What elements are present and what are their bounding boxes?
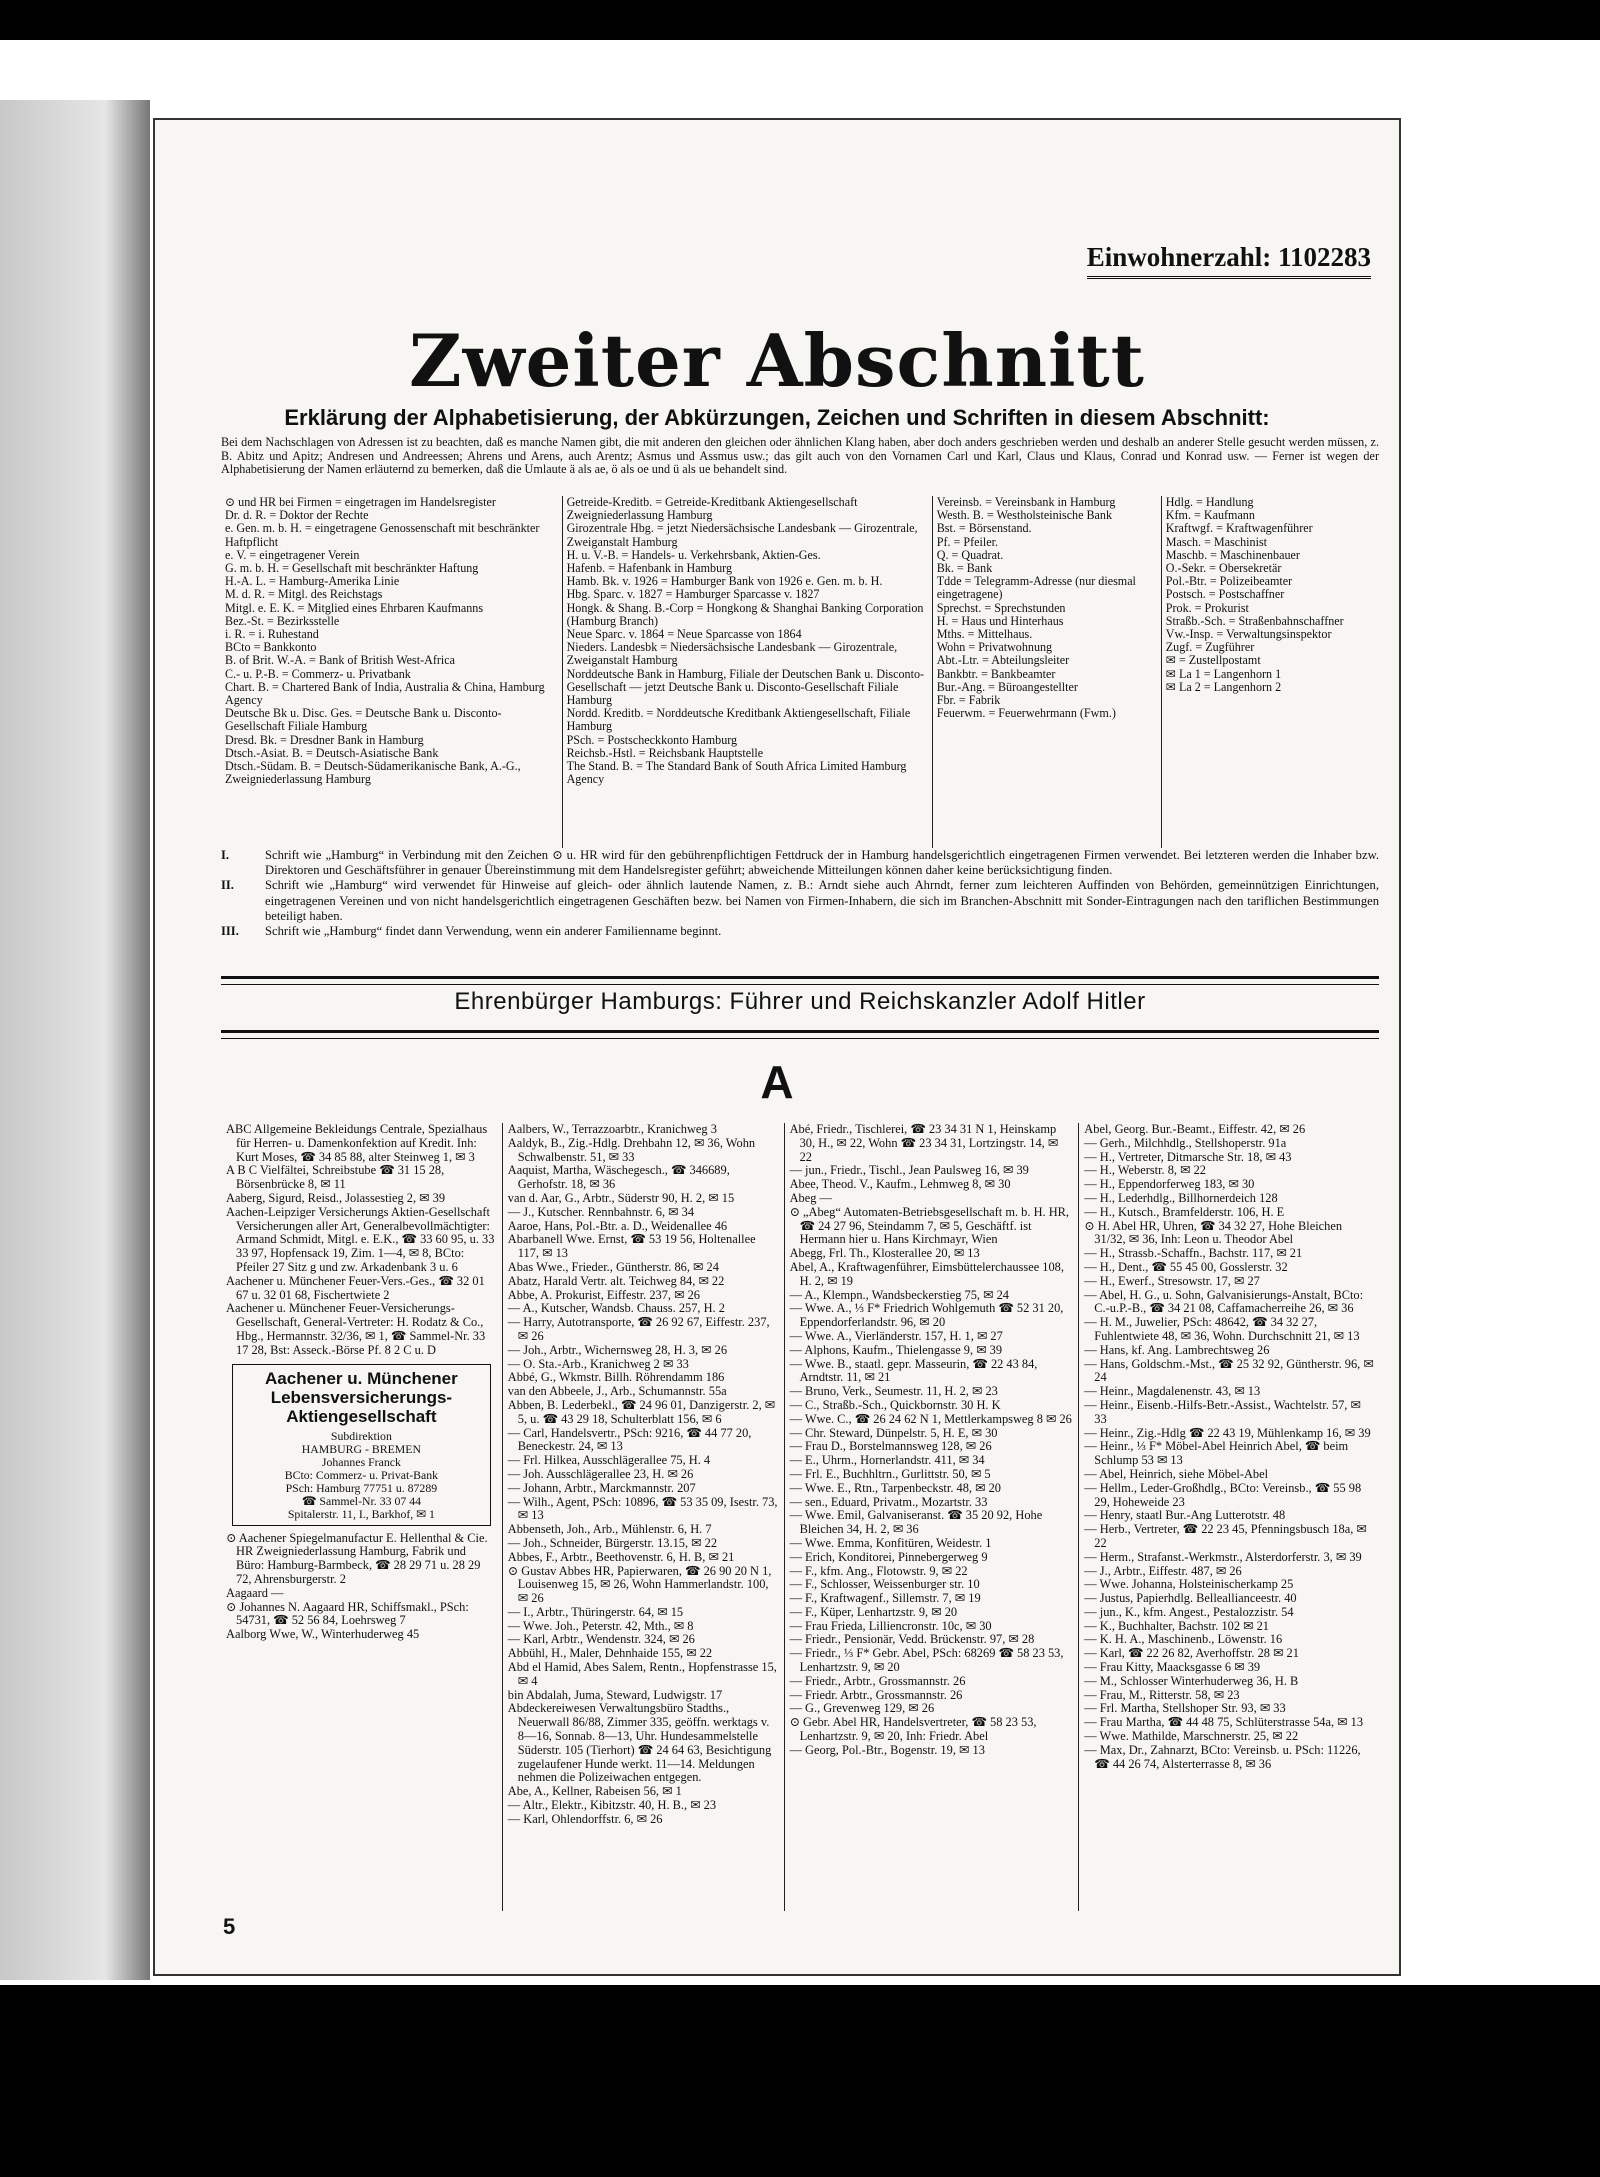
directory-entry: Abé, Friedr., Tischlerei, ☎ 23 34 31 N 1, Heinskamp 30, H., ✉ 22, Wohn ☎ 23 34 31, Lortzingstr. 14, ✉ 22 (789, 1123, 1059, 1164)
divider-rule (221, 1030, 1379, 1039)
directory-entry: — Wwe. Emma, Konfitüren, Weidestr. 1 (789, 1535, 992, 1550)
abbreviation-entry: Reichsb.-Hstl. = Reichsbank Hauptstelle (566, 745, 764, 760)
abbreviation-entry: B. of Brit. W.-A. = Bank of British West-Africa (225, 653, 456, 668)
directory-entry: — H., Eppendorferweg 183, ✉ 30 (1084, 1177, 1255, 1192)
abbreviations-column (932, 496, 1161, 848)
abbreviation-entry: Q. = Quadrat. (936, 547, 1004, 562)
directory-entry: — jun., K., kfm. Angest., Pestalozzistr. 54 (1084, 1604, 1294, 1619)
note-text: Schrift wie „Hamburg“ wird verwendet für Hinweise auf gleich- oder ähnlich lautende Namen, z. B.: Arndt siehe auch Ahrndt, ferner zum leichteren Auffinden von Behörden, gemeinnützigen Einrichtungen, eingetragenen Vereinen und von nicht handelsgerichtlich eingetragenen Geschäften bezw. bei Namen von Firmen-Inhabern, die sich im Branchen-Abschnitt mit Sonder-Eintragungen nach den tariflichen Bestimmungen beteiligt haben. (265, 878, 1379, 923)
directory-entry: — F., Kraftwagenf., Sillemstr. 7, ✉ 19 (789, 1591, 981, 1606)
abbreviation-entry: H. u. V.-B. = Handels- u. Verkehrsbank, Aktien-Ges. (566, 547, 821, 562)
directory-entry: Aagaard — (226, 1585, 284, 1600)
directory-column-entries (508, 1123, 779, 1827)
directory-entry: — Karl, Arbtr., Wendenstr. 324, ✉ 26 (507, 1632, 695, 1647)
abbreviation-entry: PSch. = Postscheckkonto Hamburg (566, 732, 738, 747)
advertisement-line: Subdirektion (330, 1428, 392, 1443)
directory-entry: A B C Vielfältei, Schreibstube ☎ 31 15 28, Börsenbrücke 8, ✉ 11 (226, 1163, 445, 1192)
directory-entry: Aalbers, W., Terrazzoarbtr., Kranichweg 3 (507, 1123, 717, 1136)
directory-entry: — M., Schlosser Winterhuderweg 36, H. B (1084, 1673, 1299, 1688)
directory-entry: — Joh. Ausschlägerallee 23, H. ✉ 26 (507, 1466, 694, 1481)
directory-column (784, 1123, 1079, 1911)
directory-entry: — Abel, Heinrich, siehe Möbel-Abel (1084, 1466, 1269, 1481)
section-subtitle: Erklärung der Alphabetisierung, der Abkürzungen, Zeichen und Schriften in diesem Abschnitt: (284, 405, 1270, 430)
abbreviation-entry: Kfm. = Kaufmann (1165, 508, 1255, 523)
abbreviation-entry: Pol.-Btr. = Polizeibeamter (1165, 574, 1293, 589)
directory-entry: — Friedr., ⅓ F* Gebr. Abel, PSch: 68269 ☎ 58 23 53, Lenhartzstr. 9, ✉ 20 (789, 1646, 1064, 1675)
abbreviation-entry: e. Gen. m. b. H. = eingetragene Genossenschaft mit beschränkter Haftpflicht (225, 521, 540, 549)
directory-entry: Abbes, F., Arbtr., Beethovenstr. 6, H. B, ✉ 21 (507, 1549, 735, 1564)
directory-entry: — Hans, kf. Ang. Lambrechtsweg 26 (1084, 1342, 1270, 1357)
abbreviation-entry: Bankbtr. = Bankbeamter (936, 666, 1056, 681)
directory-entry: — Wwe. Emil, Galvaniseranst. ☎ 35 20 92, Hohe Bleichen 34, H. 2, ✉ 36 (789, 1508, 1043, 1537)
abbreviation-entry: Zugf. = Zugführer (1165, 640, 1255, 655)
note-number: I. (221, 848, 230, 862)
abbreviation-entry: Tdde = Telegramm-Adresse (nur diesmal eingetragene) (936, 574, 1136, 602)
abbreviations-column (562, 496, 932, 848)
abbreviation-entry: Straßb.-Sch. = Straßenbahnschaffner (1165, 613, 1344, 628)
directory-entry: Aachener u. Münchener Feuer-Versicherungs-Gesellschaft, General-Vertreter: H. Rodatz & Co., Hbg., Hermannstr. 32/36, ✉ 1, ☎ Sammel-Nr. 33 17 28, Bst: Asseck.-Börse Pf. 8 2 C u. D (226, 1301, 486, 1357)
abbreviation-entry: Hafenb. = Hafenbank in Hamburg (566, 561, 733, 576)
directory-entry: — Herb., Vertreter, ☎ 22 23 45, Pfenningsbusch 18a, ✉ 22 (1084, 1522, 1367, 1550)
directory-entry: — Chr. Steward, Dünpelstr. 5, H. E, ✉ 30 (789, 1425, 998, 1440)
abbreviation-entry: Kraftwgf. = Kraftwagenführer (1165, 521, 1313, 536)
abbreviation-entry: e. V. = eingetragener Verein (225, 547, 360, 562)
abbreviations-column (221, 496, 562, 848)
note-item (221, 924, 1379, 939)
directory-entry: — H., Ewerf., Stresowstr. 17, ✉ 27 (1084, 1273, 1260, 1288)
directory-entry: Abbé, G., Wkmstr. Billh. Röhrendamm 186 (507, 1370, 725, 1385)
directory-page (153, 118, 1401, 1976)
directory-entry: — I., Arbtr., Thüringerstr. 64, ✉ 15 (507, 1604, 684, 1619)
directory-entry: — H., Dent., ☎ 55 45 00, Gosslerstr. 32 (1084, 1259, 1288, 1274)
directory-entry: — Joh., Arbtr., Wichernsweg 28, H. 3, ✉ 26 (507, 1342, 728, 1357)
abbreviation-entry: The Stand. B. = The Standard Bank of South Africa Limited Hamburg Agency (566, 759, 907, 787)
abbreviation-entry: ✉ La 2 = Langenhorn 2 (1165, 679, 1282, 694)
directory-entry: ⊙ Aachener Spiegelmanufactur E. Hellenthal & Cie. HR Zweigniederlassung Hamburg, Fabrik und Büro: Hamburg-Barmbeck, ☎ 28 29 71 u. 28 29 72, Ahrensburgerstr. 2 (226, 1530, 488, 1586)
abbreviation-entry: Pf. = Pfeiler. (936, 534, 998, 549)
directory-entry: — Wwe. Joh., Peterstr. 42, Mth., ✉ 8 (507, 1618, 694, 1633)
directory-entry: — Heinr., Eisenb.-Hilfs-Betr.-Assist., Wachtelstr. 57, ✉ 33 (1084, 1397, 1361, 1426)
advertisement-line: Johannes Franck (321, 1454, 401, 1469)
directory-entry: Aaquist, Martha, Wäschegesch., ☎ 346689, Gerhofstr. 18, ✉ 36 (507, 1163, 730, 1192)
abbreviation-entry: Deutsche Bk u. Disc. Ges. = Deutsche Bank u. Disconto-Gesellschaft Filiale Hamburg (225, 706, 502, 734)
abbreviation-entry: C.- u. P.-B. = Commerz- u. Privatbank (225, 666, 411, 681)
directory-entry: — Wwe. Mathilde, Marschnerstr. 25, ✉ 22 (1084, 1729, 1299, 1744)
directory-entry: — E., Uhrm., Hornerlandstr. 411, ✉ 34 (789, 1453, 985, 1468)
abbreviation-entry: Chart. B. = Chartered Bank of India, Australia & China, Hamburg Agency (225, 679, 545, 708)
directory-entry: — Abel, H. G., u. Sohn, Galvanisierungs-Anstalt, BCto: C.-u.P.-B., ☎ 34 21 08, Caffamacherreihe 26, ✉ 36 (1084, 1287, 1364, 1316)
abbreviation-entry: Nordd. Kreditb. = Norddeutsche Kreditbank Aktiengesellschaft, Filiale Hamburg (566, 706, 911, 734)
abbreviation-entry: O.-Sekr. = Obersekretär (1165, 561, 1282, 576)
directory-entry: — Friedr. Arbtr., Grossmannstr. 26 (789, 1687, 963, 1702)
abbreviation-entry: Westh. B. = Westholsteinische Bank (936, 508, 1113, 523)
directory-entry: van den Abbeele, J., Arb., Schumannstr. 55a (507, 1384, 727, 1399)
directory-entry: Aalborg Wwe, W., Winterhuderweg 45 (226, 1627, 420, 1642)
section-title: Zweiter Abschnitt (409, 318, 1145, 403)
abbreviation-entry: Bur.-Ang. = Büroangestellter (936, 679, 1078, 694)
abbreviation-entry: Abt.-Ltr. = Abteilungsleiter (936, 653, 1070, 668)
abbreviations-column (1161, 496, 1379, 848)
directory-entry: Abee, Theod. V., Kaufm., Lehmweg 8, ✉ 30 (789, 1177, 1011, 1192)
directory-entry: — Heinr., Magdalenenstr. 43, ✉ 13 (1084, 1384, 1261, 1399)
directory-entry: — Friedr., Pensionär, Vedd. Brückenstr. 97, ✉ 28 (789, 1632, 1035, 1647)
directory-entry: — Heinr., Zig.-Hdlg ☎ 22 43 19, Mühlenkamp 16, ✉ 39 (1084, 1425, 1371, 1440)
directory-entry: — jun., Friedr., Tischl., Jean Paulsweg 16, ✉ 39 (789, 1163, 1029, 1178)
directory-entry: — F., kfm. Ang., Flotowstr. 9, ✉ 22 (789, 1563, 968, 1578)
abbreviation-entry: H. = Haus und Hinterhaus (936, 613, 1064, 628)
directory-entry: — H., Lederhdlg., Billhornerdeich 128 (1084, 1190, 1278, 1205)
abbreviation-entry: BCto = Bankkonto (225, 640, 317, 655)
directory-entry: bin Abdalah, Juma, Steward, Ludwigstr. 17 (507, 1687, 723, 1702)
advertisement-line: BCto: Commerz- u. Privat-Bank (284, 1467, 439, 1482)
directory-entry: Abel, A., Kraftwagenführer, Eimsbüttelerchaussee 108, H. 2, ✉ 19 (789, 1259, 1064, 1288)
directory-entry: — Wwe. A., Vierländerstr. 157, H. 1, ✉ 27 (789, 1328, 1003, 1343)
note-text: Schrift wie „Hamburg“ in Verbindung mit den Zeichen ⊙ u. HR wird für den gebührenpflichtigen Fettdruck der in Hamburg handelsgerichtlich eingetragenen Firmen verwendet. Bei letzteren werden die Inhaber bzw. Direktoren und Geschäftsführer in genauer Übereinstimmung mit dem Handelsregister geführt; abweichende Mitteilungen können daher keine berücksichtigung finden. (265, 848, 1379, 878)
directory-entry: — Frau Frieda, Lilliencronstr. 10c, ✉ 30 (789, 1618, 992, 1633)
directory-entry: — O. Sta.-Arb., Kranichweg 2 ✉ 33 (507, 1356, 689, 1371)
directory-entry: — A., Kutscher, Wandsb. Chauss. 257, H. 2 (507, 1301, 725, 1316)
directory-entry: Abd el Hamid, Abes Salem, Rentn., Hopfenstrasse 15, ✉ 4 (507, 1660, 777, 1688)
directory-entry: — Georg, Pol.-Btr., Bogenstr. 19, ✉ 13 (789, 1742, 985, 1757)
directory-entry: — Gerh., Milchhdlg., Stellshoperstr. 91a (1084, 1135, 1287, 1150)
advertisement-line: ☎ Sammel-Nr. 33 07 44 (301, 1493, 421, 1508)
directory-column (221, 1123, 502, 1911)
abbreviation-entry: i. R. = i. Ruhestand (225, 627, 319, 642)
directory-entry: — Carl, Handelsvertr., PSch: 9216, ☎ 44 77 20, Beneckestr. 24, ✉ 13 (507, 1425, 752, 1454)
directory-column-tail (226, 1532, 497, 1642)
abbreviation-entry: Getreide-Kreditb. = Getreide-Kreditbank Aktiengesellschaft Zweigniederlassung Hamburg (566, 496, 858, 523)
abbreviation-entry: Hamb. Bk. v. 1926 = Hamburger Bank von 1926 e. Gen. m. b. H. (566, 574, 883, 589)
abbreviation-entry: H.-A. L. = Hamburg-Amerika Linie (225, 574, 400, 589)
directory-entry: Abas Wwe., Frieder., Güntherstr. 86, ✉ 24 (507, 1259, 719, 1274)
abbreviation-entry: G. m. b. H. = Gesellschaft mit beschränkter Haftung (225, 561, 479, 576)
directory-entry: — Friedr., Arbtr., Grossmannstr. 26 (789, 1673, 966, 1688)
abbreviation-entry: Masch. = Maschinist (1165, 534, 1268, 549)
abbreviation-entry: Dtsch.-Südam. B. = Deutsch-Südamerikanische Bank, A.-G., Zweigniederlassung Hamburg (225, 759, 521, 787)
directory-entry: — G., Grevenweg 129, ✉ 26 (789, 1701, 935, 1716)
typeface-notes (221, 848, 1379, 939)
abbreviation-entry: ✉ = Zustellpostamt (1165, 653, 1261, 668)
abbreviations-table (221, 496, 1379, 848)
directory-entry: — Wwe. E., Rtn., Tarpenbeckstr. 48, ✉ 20 (789, 1480, 1001, 1495)
note-number: II. (221, 878, 234, 893)
directory-entry: — Wilh., Agent, PSch: 10896, ☎ 53 35 09, Isestr. 73, ✉ 13 (507, 1494, 778, 1523)
abbreviation-entry: Postsch. = Postschaffner (1165, 587, 1285, 602)
advertisement-line: HAMBURG - BREMEN (301, 1441, 422, 1456)
directory-entry: — Erich, Konditorei, Pinnebergerweg 9 (789, 1549, 988, 1564)
abbreviation-entry: ✉ La 1 = Langenhorn 1 (1165, 666, 1282, 681)
directory-entry: — J., Kutscher. Rennbahnstr. 6, ✉ 34 (507, 1204, 695, 1219)
directory-entry: — K. H. A., Maschinenb., Löwenstr. 16 (1084, 1632, 1283, 1647)
abbreviation-entry: Prok. = Prokurist (1165, 600, 1249, 615)
page-number: 5 (223, 1914, 236, 1939)
directory-column-entries (790, 1123, 1074, 1758)
directory-entry: Abben, B. Lederbekl., ☎ 24 96 01, Danzigerstr. 2, ✉ 5, u. ☎ 43 29 18, Schulterblatt 156, ✉ 6 (507, 1397, 776, 1426)
directory-entry: — Joh., Schneider, Bürgerstr. 13.15, ✉ 22 (507, 1535, 718, 1550)
directory-entry: ABC Allgemeine Bekleidungs Centrale, Spezialhaus für Herren- u. Damenkonfektion auf Kredit. Inh: Kurt Moses, ☎ 34 85 88, alter Steinweg 1, ✉ 3 (226, 1123, 488, 1164)
directory-entry: — sen., Eduard, Privatm., Mozartstr. 33 (789, 1494, 988, 1509)
abbreviation-entry: Bk. = Bank (936, 561, 993, 576)
intro-paragraph: Bei dem Nachschlagen von Adressen ist zu beachten, daß es manche Namen gibt, die mit anderen den gleichen oder ähnlichen Klang haben, aber doch anders geschrieben werden und deshalb an anderer Stelle gesucht werden müssen, z. B. Abitz und Apitz; Andresen und Andreessen; Ahrens und Arens, auch Arentz; Asmus und Assmus usw.; das gilt auch von den Vornamen Carl und Karl, Claus und Klaus, Conrad und Konrad usw. — Ferner ist wegen der Alphabetisierung der Namen erläuternd zu bemerken, daß die Umlaute ä als ae, ö als oe und ü als ue behandelt sind. (221, 435, 1379, 477)
population-header: Einwohnerzahl: 1102283 (1087, 242, 1371, 279)
directory-entry: — Frau Martha, ☎ 44 48 75, Schlüterstrasse 54a, ✉ 13 (1084, 1715, 1364, 1730)
directory-entry: Aaberg, Sigurd, Reisd., Jolassestieg 2, ✉ 39 (226, 1190, 446, 1205)
directory-entry: — Herm., Strafanst.-Werkmstr., Alsterdorferstr. 3, ✉ 39 (1084, 1549, 1362, 1564)
directory-entry: — C., Straßb.-Sch., Quickbornstr. 30 H. K (789, 1397, 1001, 1412)
abbreviation-entry: Sprechst. = Sprechstunden (936, 600, 1066, 615)
abbreviation-entry: Vw.-Insp. = Verwaltungsinspektor (1165, 627, 1332, 642)
directory-entry: — Max, Dr., Zahnarzt, BCto: Vereinsb. u. PSch: 11226, ☎ 44 26 74, Alsterterrasse 8, ✉ 36 (1084, 1742, 1361, 1771)
directory-entry: Abarbanell Wwe. Ernst, ☎ 53 19 56, Holtenallee 117, ✉ 13 (507, 1232, 756, 1261)
abbreviation-entry: ⊙ und HR bei Firmen = eingetragen im Handelsregister (225, 496, 496, 509)
abbreviation-entry: Bez.-St. = Bezirksstelle (225, 613, 340, 628)
directory-entry: van d. Aar, G., Arbtr., Süderstr 90, H. 2, ✉ 15 (507, 1190, 735, 1205)
abbreviation-entry: Feuerwm. = Feuerwehrmann (Fwm.) (936, 706, 1116, 721)
note-number: III. (221, 924, 239, 939)
directory-entry: — H. M., Juwelier, PSch: 48642, ☎ 34 32 27, Fuhlentwiete 48, ✉ 36, Wohn. Durchschnitt 21, ✉ 13 (1084, 1315, 1360, 1343)
directory-entry: — Wwe. Johanna, Holsteinischerkamp 25 (1084, 1577, 1294, 1592)
directory-entry: Abbühl, H., Maler, Dehnhaide 155, ✉ 22 (507, 1646, 713, 1661)
abbreviation-entry: Dtsch.-Asiat. B. = Deutsch-Asiatische Bank (225, 745, 439, 760)
directory-entry: — Hans, Goldschm.-Mst., ☎ 25 32 92, Güntherstr. 96, ✉ 24 (1084, 1356, 1374, 1385)
directory-entry: — H., Kutsch., Bramfelderstr. 106, H. E (1084, 1204, 1285, 1219)
directory-entry: Abbe, A. Prokurist, Eiffestr. 237, ✉ 26 (507, 1287, 700, 1302)
abbreviation-entry: Bst. = Börsenstand. (936, 521, 1032, 536)
note-item (221, 878, 1379, 924)
abbreviation-entry: Maschb. = Maschinenbauer (1165, 547, 1300, 562)
abbreviation-entry: Hbg. Sparc. v. 1827 = Hamburger Sparcasse v. 1827 (566, 587, 820, 602)
advertisement-line: PSch: Hamburg 77751 u. 87289 (285, 1480, 438, 1495)
directory-entry: — Wwe. C., ☎ 26 24 62 N 1, Mettlerkampsweg 8 ✉ 26 (789, 1411, 1072, 1426)
note-text: Schrift wie „Hamburg“ findet dann Verwendung, wenn ein anderer Familienname beginnt. (265, 924, 722, 939)
directory-entry: — Altr., Elektr., Kibitzstr. 40, H. B., ✉ 23 (507, 1798, 717, 1813)
directory-entry: — Hellm., Leder-Großhdlg., BCto: Vereinsb., ☎ 55 98 29, Hoheweide 23 (1084, 1480, 1362, 1509)
note-item (221, 848, 1379, 878)
abbreviation-entry: Nieders. Landesbk = Niedersächsische Landesbank — Girozentrale, Zweiganstalt Hamburg (566, 640, 898, 668)
directory-columns (221, 1123, 1379, 1911)
honorary-citizen-banner: Ehrenbürger Hamburgs: Führer und Reichskanzler Adolf Hitler (454, 988, 1146, 1015)
insurance-advertisement (232, 1364, 491, 1526)
abbreviation-entry: Fbr. = Fabrik (936, 693, 1001, 708)
directory-entry: — Frau Kitty, Maacksgasse 6 ✉ 39 (1084, 1660, 1261, 1675)
directory-entry: — Frau D., Borstelmannsweg 128, ✉ 26 (789, 1439, 992, 1454)
directory-column (1078, 1123, 1379, 1911)
abbreviation-entry: Hongk. & Shang. B.-Corp = Hongkong & Shanghai Banking Corporation (Hamburg Branch) (566, 600, 924, 628)
directory-entry: — Karl, Ohlendorffstr. 6, ✉ 26 (507, 1811, 663, 1826)
directory-entry: — Bruno, Verk., Seumestr. 11, H. 2, ✉ 23 (789, 1384, 998, 1399)
directory-entry: Abe, A., Kellner, Rabeisen 56, ✉ 1 (507, 1784, 682, 1799)
section-letter: A (760, 1056, 794, 1108)
directory-entry: ⊙ Johannes N. Aagaard HR, Schiffsmakl., PSch: 54731, ☎ 52 56 84, Loehrsweg 7 (226, 1599, 469, 1628)
previous-page-edge (0, 100, 150, 1980)
directory-entry: Abegg, Frl. Th., Klosterallee 20, ✉ 13 (789, 1246, 980, 1261)
directory-entry: — H., Strassb.-Schaffn., Bachstr. 117, ✉ 21 (1084, 1246, 1303, 1261)
abbreviation-entry: M. d. R. = Mitgl. des Reichstags (225, 587, 383, 602)
directory-entry: — Wwe. A., ⅓ F* Friedrich Wohlgemuth ☎ 52 31 20, Eppendorferlandstr. 96, ✉ 20 (789, 1301, 1064, 1330)
directory-entry: — Karl, ☎ 22 26 82, Averhoffstr. 28 ✉ 21 (1084, 1646, 1299, 1661)
directory-entry: — J., Arbtr., Eiffestr. 487, ✉ 26 (1084, 1563, 1242, 1578)
directory-entry: Abatz, Harald Vertr. alt. Teichweg 84, ✉ 22 (507, 1273, 725, 1288)
directory-entry: — F., Küper, Lenhartzstr. 9, ✉ 20 (789, 1604, 958, 1619)
abbreviation-entry: Girozentrale Hbg. = jetzt Niedersächsische Landesbank — Girozentrale, Zweiganstalt Hamburg (566, 521, 918, 549)
directory-entry: Aachen-Leipziger Versicherungs Aktien-Gesellschaft Versicherungen aller Art, Generalbevollmächtigter: Armand Schmidt, Mitgl. e. E.K., ☎ 33 60 95, u. 33 33 97, Hopfensack 19, Zim. 1—4, ✉ 8, BCto: Pfeiler 27 Sitz g und zw. Arkadenbank 3 u. 6 (226, 1204, 495, 1274)
abbreviation-entry: Neue Sparc. v. 1864 = Neue Sparcasse von 1864 (566, 627, 802, 642)
abbreviation-entry: Dr. d. R. = Doktor der Rechte (225, 508, 369, 523)
directory-entry: Abel, Georg. Bur.-Beamt., Eiffestr. 42, ✉ 26 (1084, 1123, 1306, 1136)
advertisement-line: Spitalerstr. 11, I., Barkhof, ✉ 1 (287, 1506, 435, 1521)
directory-entry: — Frau, M., Ritterstr. 58, ✉ 23 (1084, 1687, 1240, 1702)
directory-entry: — Harry, Autotransporte, ☎ 26 92 67, Eiffestr. 237, ✉ 26 (507, 1315, 770, 1343)
directory-entry: — Frl. E., Buchhltrn., Gurlittstr. 50, ✉ 5 (789, 1466, 991, 1481)
abbreviation-entry: Vereinsb. = Vereinsbank in Hamburg (936, 496, 1116, 509)
directory-entry: — H., Vertreter, Ditmarsche Str. 18, ✉ 43 (1084, 1149, 1292, 1164)
directory-entry: Aaldyk, B., Zig.-Hdlg. Drehbahn 12, ✉ 36, Wohn Schwalbenstr. 51, ✉ 33 (507, 1135, 756, 1164)
advertisement-title: Aachener u. Münchener Lebensversicherungs-Aktiengesellschaft (265, 1368, 458, 1426)
directory-entry: ⊙ H. Abel HR, Uhren, ☎ 34 32 27, Hohe Bleichen 31/32, ✉ 36, Inh: Leon u. Theodor Abel (1084, 1218, 1343, 1247)
directory-entry: ⊙ „Abeg“ Automaten-Betriebsgesellschaft m. b. H. HR, ☎ 24 27 96, Steindamm 7, ✉ 5, Geschäftf. ist Hermann hier u. Hans Kirchmayr, Wien (789, 1204, 1070, 1247)
directory-entry: Aachener u. Münchener Feuer-Vers.-Ges., ☎ 32 01 67 u. 32 01 68, Fischertwiete 2 (226, 1273, 485, 1302)
directory-entry: — Johann, Arbtr., Marckmannstr. 207 (507, 1480, 696, 1495)
directory-entry: — Frl. Martha, Stellshoper Str. 93, ✉ 33 (1084, 1701, 1286, 1716)
abbreviation-entry: Mths. = Mittelhaus. (936, 627, 1033, 642)
directory-entry: — F., Schlosser, Weissenburger str. 10 (789, 1577, 980, 1592)
directory-column (502, 1123, 784, 1911)
directory-entry: — Henry, staatl Bur.-Ang Lutterotstr. 48 (1084, 1508, 1286, 1523)
directory-entry: Abbenseth, Joh., Arb., Mühlenstr. 6, H. 7 (507, 1522, 712, 1537)
directory-entry: ⊙ Gebr. Abel HR, Handelsvertreter, ☎ 58 23 53, Lenhartzstr. 9, ✉ 20, Inh: Friedr. Abel (789, 1715, 1037, 1744)
directory-entry: — A., Klempn., Wandsbeckerstieg 75, ✉ 24 (789, 1287, 1009, 1302)
directory-entry: — Frl. Hilkea, Ausschlägerallee 75, H. 4 (507, 1453, 711, 1468)
directory-entry: — Heinr., ⅓ F* Möbel-Abel Heinrich Abel, ☎ beim Schlump 53 ✉ 13 (1084, 1439, 1349, 1468)
directory-entry: Aaroe, Hans, Pol.-Btr. a. D., Weidenallee 46 (507, 1218, 728, 1233)
directory-entry: — Alphons, Kaufm., Thielengasse 9, ✉ 39 (789, 1342, 1003, 1357)
abbreviation-entry: Wohn = Privatwohnung (936, 640, 1053, 655)
divider-rule (221, 976, 1379, 985)
directory-entry: Abdeckereiwesen Verwaltungsbüro Stadths., Neuerwall 86/88, Zimmer 335, geöffn. werktags v. 8—16, Sonnab. 8—13, Uhr. Hundesammelstelle Süderstr. 105 (Tierhort) ☎ 24 64 63, Besichtigung zugelaufener Hunde werkt. 11—14. Meldungen nehmen die Polizeiwachen entgegen. (507, 1701, 772, 1785)
directory-entry: — K., Buchhalter, Bachstr. 102 ✉ 21 (1084, 1618, 1269, 1633)
directory-column-entries (226, 1123, 497, 1358)
abbreviation-entry: Mitgl. e. E. K. = Mitglied eines Ehrbaren Kaufmanns (225, 600, 484, 615)
abbreviation-entry: Norddeutsche Bank in Hamburg, Filiale der Deutschen Bank u. Disconto-Gesellschaft — jetzt Deutsche Bank u. Disconto-Gesellschaft Filiale Hamburg (566, 666, 925, 708)
directory-entry: ⊙ Gustav Abbes HR, Papierwaren, ☎ 26 90 20 N 1, Louisenweg 15, ✉ 26, Wohn Hammerlandstr. 100, ✉ 26 (507, 1563, 772, 1606)
abbreviation-entry: Hdlg. = Handlung (1165, 496, 1254, 509)
directory-entry: — Wwe. B., staatl. gepr. Masseurin, ☎ 22 43 84, Arndtstr. 11, ✉ 21 (789, 1356, 1038, 1385)
abbreviation-entry: Dresd. Bk. = Dresdner Bank in Hamburg (225, 732, 424, 747)
directory-entry: — Justus, Papierhdlg. Belleallianceestr. 40 (1084, 1591, 1297, 1606)
directory-entry: — H., Weberstr. 8, ✉ 22 (1084, 1163, 1206, 1178)
directory-entry: Abeg — (789, 1190, 832, 1205)
directory-column-entries (1084, 1123, 1374, 1771)
